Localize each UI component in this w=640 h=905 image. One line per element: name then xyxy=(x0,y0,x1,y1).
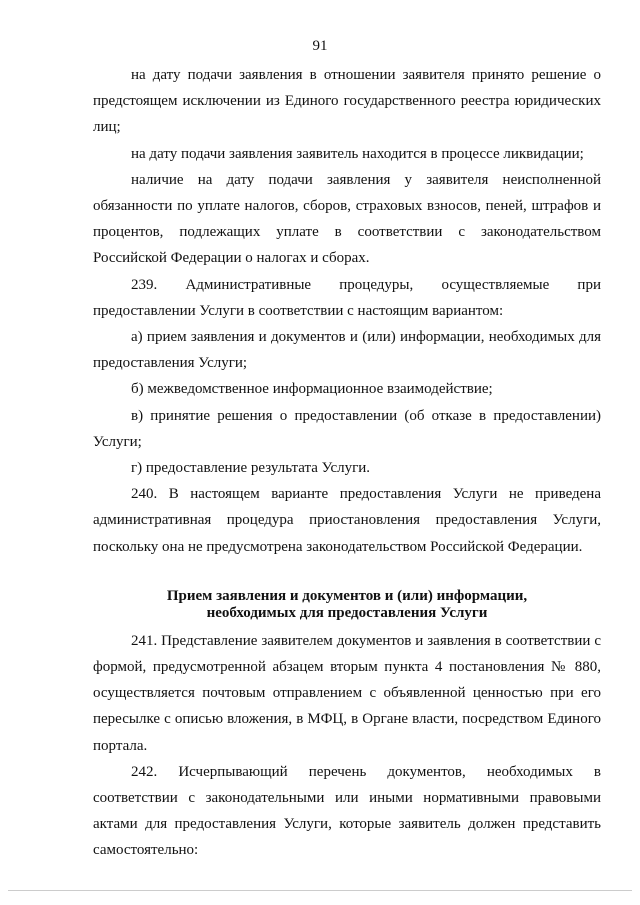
list-item-a: а) прием заявления и документов и (или) информации, необходимых для предоставления Услуги; xyxy=(93,329,601,372)
paragraph-240: 240. В настоящем варианте предоставления Услуги не приведена административная процедура приостановления предоставления Услуги, поскольку она не предусмотрена законодательством Российской Федерации. xyxy=(93,486,601,555)
paragraph-exclusion-decision: на дату подачи заявления в отношении заявителя принято решение о предстоящем исключении из Единого государственного реестра юридических лиц; xyxy=(93,67,601,136)
paragraph-liquidation: на дату подачи заявления заявитель находится в процессе ликвидации; xyxy=(131,145,584,162)
paragraph-239: 239. Административные процедуры, осуществляемые при предоставлении Услуги в соответствии с настоящим вариантом: xyxy=(93,276,601,319)
paragraph-241: 241. Представление заявителем документов и заявления в соответствии с формой, предусмотренной абзацем вторым пункта 4 постановления № 880, осуществляется почтовым отправлением с объявленной ценностью при его пересылке с описью вложения, в МФЦ, в Органе власти, посредством Единого портала. xyxy=(93,632,601,754)
section-heading-line-1: Прием заявления и документов и (или) информации, xyxy=(166,587,528,604)
section-heading xyxy=(93,588,601,622)
paragraph-242: 242. Исчерпывающий перечень документов, необходимых в соответствии с законодательными или иными нормативными правовыми актами для предоставления Услуги, которые заявитель должен представить самостоятельно: xyxy=(93,763,601,859)
document-body xyxy=(93,62,601,864)
paragraph-tax-obligation: наличие на дату подачи заявления у заявителя неисполненной обязанности по уплате налогов, сборов, страховых взносов, пеней, штрафов и процентов, подлежащих уплате в соответствии с законодательством Российской Федерации о налогах и сборах. xyxy=(93,171,601,267)
scan-edge-divider xyxy=(8,890,632,891)
page-number: 91 xyxy=(312,38,328,54)
list-item-b: б) межведомственное информационное взаимодействие; xyxy=(131,381,493,398)
list-item-v: в) принятие решения о предоставлении (об отказе в предоставлении) Услуги; xyxy=(93,407,601,450)
section-heading-line-2: необходимых для предоставления Услуги xyxy=(206,604,488,621)
list-item-g: г) предоставление результата Услуги. xyxy=(131,460,371,477)
